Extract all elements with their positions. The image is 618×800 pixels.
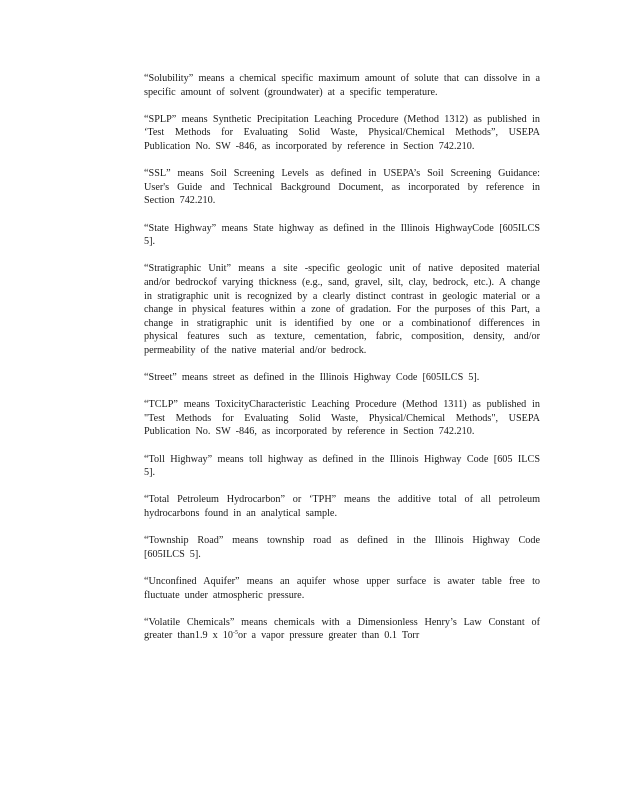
exponent: -5	[232, 630, 238, 637]
definition-township-road: “Township Road” means township road as defined in the Illinois Highway Code [605ILCS 5].	[144, 535, 540, 560]
definition-state-highway: “State Highway” means State highway as defined in the Illinois HighwayCode [605ILCS 5].	[144, 222, 540, 248]
volatile-text-before: “Volatile Chemicals” means chemicals with a Dimensionless Henry’s Law Constant of greater than1.9 x 10	[144, 616, 540, 642]
definition-ssl: “SSL” means Soil Screening Levels as defined in USEPA’s Soil Screening Guidance: User's Guide and Technical Background Document, as incorporated by reference in Section 742.210.	[144, 168, 540, 207]
definition-stratigraphic-unit: “Stratigraphic Unit” means a site -specific geologic unit of native deposited material and/or bedrockof varying thickness (e.g., sand, gravel, silt, clay, bedrock, etc.). A change in stratigraphic unit is recognized by a clearly distinct contrast in geologic material or a change in physical features within a zone of gradation. For the purposes of this Part, a change in stratigraphic unit is identified by one or a combinationof differences in physical features such as texture, cementation, fabric, composition, density, and/or permeability of the native material and/or bedrock.	[144, 263, 540, 356]
definition-solubility: “Solubility” means a chemical specific maximum amount of solute that can dissolve in a specific amount of solvent (groundwater) at a specific temperature.	[144, 73, 540, 98]
definition-toll-highway: “Toll Highway” means toll highway as defined in the Illinois Highway Code [605 ILCS 5].	[144, 453, 540, 479]
definition-volatile-chemicals	[144, 616, 540, 643]
definition-unconfined-aquifer: “Unconfined Aquifer” means an aquifer whose upper surface is awater table free to fluctuate under atmospheric pressure.	[144, 575, 540, 601]
definition-tph: “Total Petroleum Hydrocarbon” or ‘TPH” means the additive total of all petroleum hydrocarbons found in an analytical sample.	[144, 494, 540, 519]
definition-tclp: “TCLP” means ToxicityCharacteristic Leaching Procedure (Method 1311) as published in "Test Methods for Evaluating Solid Waste, Physical/Chemical Methods", USEPA Publication No. SW -846, as incorporated by reference in Section 742.210.	[144, 399, 540, 438]
volatile-text-after: or a vapor pressure greater than 0.1 Torr	[237, 630, 420, 642]
definition-street: “Street” means street as defined in the Illinois Highway Code [605ILCS 5].	[144, 372, 480, 384]
definition-splp: “SPLP” means Synthetic Precipitation Leaching Procedure (Method 1312) as published in ‘Test Methods for Evaluating Solid Waste, Physical/Chemical Methods”, USEPA Publication No. SW -846, as incorporated by reference in Section 742.210.	[144, 113, 540, 152]
definitions-text-block	[144, 72, 540, 657]
